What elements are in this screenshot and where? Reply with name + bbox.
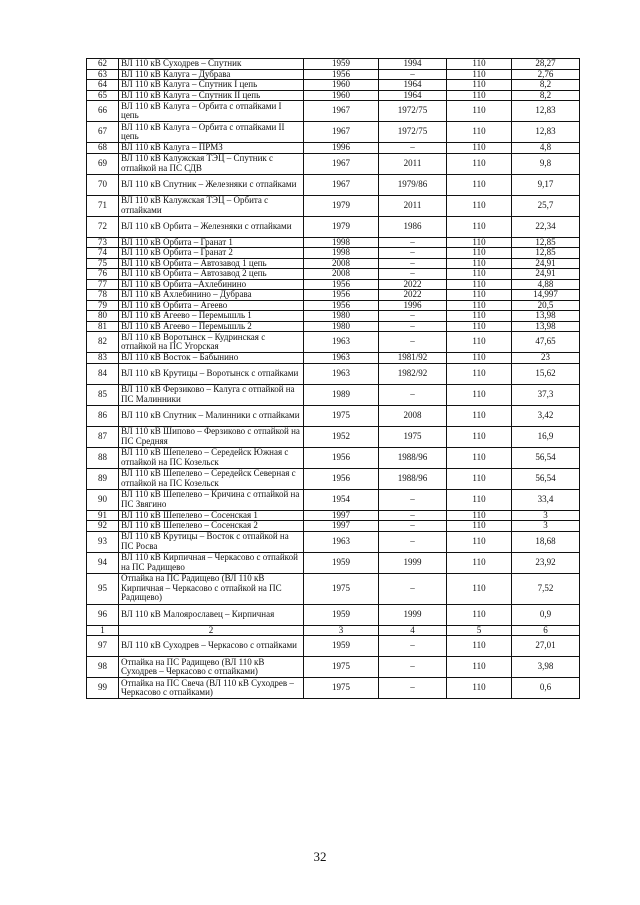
- reconstruction-year-cell: 1981/92: [379, 353, 447, 364]
- line-name-cell: ВЛ 110 кВ Восток – Бабынино: [119, 353, 304, 364]
- line-name-cell: ВЛ 110 кВ Ахлебинино – Дубрава: [119, 290, 304, 301]
- table-row: [87, 573, 580, 604]
- line-name-cell: ВЛ 110 кВ Орбита – Железняки с отпайками: [119, 216, 304, 237]
- length-cell: 56,54: [512, 468, 580, 489]
- line-name-cell: 2: [119, 625, 304, 636]
- commission-year-cell: 1975: [304, 657, 379, 678]
- commission-year-cell: 1959: [304, 604, 379, 625]
- voltage-cell: 110: [447, 405, 512, 426]
- line-name-cell: ВЛ 110 кВ Агеево – Перемышль 2: [119, 321, 304, 332]
- reconstruction-year-cell: –: [379, 248, 447, 259]
- table-row: [87, 195, 580, 216]
- voltage-cell: 110: [447, 153, 512, 174]
- table-row: [87, 290, 580, 301]
- table-row: [87, 384, 580, 405]
- reconstruction-year-cell: –: [379, 269, 447, 280]
- commission-year-cell: 2008: [304, 269, 379, 280]
- row-number-cell: 96: [87, 604, 119, 625]
- commission-year-cell: 1997: [304, 510, 379, 521]
- table-row: [87, 363, 580, 384]
- table-row: [87, 521, 580, 532]
- length-cell: 4,8: [512, 143, 580, 154]
- voltage-cell: 110: [447, 510, 512, 521]
- commission-year-cell: 1952: [304, 426, 379, 447]
- commission-year-cell: 1979: [304, 195, 379, 216]
- column-number-row: [87, 625, 580, 636]
- voltage-cell: 110: [447, 122, 512, 143]
- length-cell: 25,7: [512, 195, 580, 216]
- length-cell: 12,85: [512, 237, 580, 248]
- reconstruction-year-cell: 1994: [379, 59, 447, 70]
- line-name-cell: ВЛ 110 кВ Орбита – Гранат 1: [119, 237, 304, 248]
- row-number-cell: 63: [87, 69, 119, 80]
- voltage-cell: 110: [447, 332, 512, 353]
- line-name-cell: ВЛ 110 кВ Шепелево – Сосенская 2: [119, 521, 304, 532]
- length-cell: 3: [512, 521, 580, 532]
- row-number-cell: 90: [87, 489, 119, 510]
- reconstruction-year-cell: –: [379, 332, 447, 353]
- row-number-cell: 82: [87, 332, 119, 353]
- reconstruction-year-cell: 2022: [379, 290, 447, 301]
- reconstruction-year-cell: –: [379, 678, 447, 699]
- table-row: [87, 332, 580, 353]
- line-name-cell: ВЛ 110 кВ Спутник – Малинники с отпайками: [119, 405, 304, 426]
- length-cell: 28,27: [512, 59, 580, 70]
- table-row: [87, 489, 580, 510]
- row-number-cell: 76: [87, 269, 119, 280]
- row-number-cell: 84: [87, 363, 119, 384]
- length-cell: 24,91: [512, 258, 580, 269]
- reconstruction-year-cell: 2022: [379, 279, 447, 290]
- table-row: [87, 69, 580, 80]
- table-row: [87, 248, 580, 259]
- table-row: [87, 153, 580, 174]
- voltage-cell: 110: [447, 657, 512, 678]
- line-name-cell: ВЛ 110 кВ Калуга – Дубрава: [119, 69, 304, 80]
- row-number-cell: 98: [87, 657, 119, 678]
- voltage-cell: 110: [447, 489, 512, 510]
- reconstruction-year-cell: –: [379, 521, 447, 532]
- voltage-cell: 110: [447, 80, 512, 91]
- voltage-cell: 110: [447, 384, 512, 405]
- line-name-cell: Отпайка на ПС Радищево (ВЛ 110 кВ Кирпичная – Черкасово с отпайкой на ПС Радищево): [119, 573, 304, 604]
- table-row: [87, 353, 580, 364]
- voltage-cell: 110: [447, 552, 512, 573]
- row-number-cell: 95: [87, 573, 119, 604]
- reconstruction-year-cell: –: [379, 636, 447, 657]
- commission-year-cell: 1979: [304, 216, 379, 237]
- reconstruction-year-cell: 1999: [379, 604, 447, 625]
- reconstruction-year-cell: 2011: [379, 153, 447, 174]
- row-number-cell: 62: [87, 59, 119, 70]
- row-number-cell: 65: [87, 90, 119, 101]
- commission-year-cell: 2008: [304, 258, 379, 269]
- row-number-cell: 73: [87, 237, 119, 248]
- row-number-cell: 87: [87, 426, 119, 447]
- length-cell: 47,65: [512, 332, 580, 353]
- voltage-cell: 110: [447, 195, 512, 216]
- reconstruction-year-cell: –: [379, 311, 447, 322]
- length-cell: 13,98: [512, 311, 580, 322]
- length-cell: 0,9: [512, 604, 580, 625]
- reconstruction-year-cell: –: [379, 69, 447, 80]
- voltage-cell: 110: [447, 59, 512, 70]
- voltage-cell: 110: [447, 269, 512, 280]
- commission-year-cell: 1960: [304, 90, 379, 101]
- voltage-cell: 110: [447, 216, 512, 237]
- row-number-cell: 75: [87, 258, 119, 269]
- table-row: [87, 636, 580, 657]
- table-row: [87, 657, 580, 678]
- table-row: [87, 174, 580, 195]
- table-row: [87, 447, 580, 468]
- row-number-cell: 93: [87, 531, 119, 552]
- voltage-cell: 110: [447, 353, 512, 364]
- voltage-cell: 110: [447, 300, 512, 311]
- line-name-cell: ВЛ 110 кВ Малоярославец – Кирпичная: [119, 604, 304, 625]
- commission-year-cell: 1959: [304, 552, 379, 573]
- reconstruction-year-cell: 1988/96: [379, 447, 447, 468]
- line-name-cell: ВЛ 110 кВ Шепелево – Кричина с отпайкой на ПС Звягино: [119, 489, 304, 510]
- length-cell: 20,5: [512, 300, 580, 311]
- length-cell: 7,52: [512, 573, 580, 604]
- row-number-cell: 66: [87, 101, 119, 122]
- line-name-cell: ВЛ 110 кВ Калужская ТЭЦ – Спутник с отпайкой на ПС СДВ: [119, 153, 304, 174]
- voltage-cell: 110: [447, 573, 512, 604]
- voltage-cell: 110: [447, 237, 512, 248]
- commission-year-cell: 1967: [304, 174, 379, 195]
- line-name-cell: ВЛ 110 кВ Шепелево – Середейск Северная с отпайкой на ПС Козельск: [119, 468, 304, 489]
- commission-year-cell: 1956: [304, 468, 379, 489]
- voltage-cell: 110: [447, 258, 512, 269]
- row-number-cell: 80: [87, 311, 119, 322]
- reconstruction-year-cell: 1988/96: [379, 468, 447, 489]
- table-row: [87, 468, 580, 489]
- length-cell: 12,83: [512, 101, 580, 122]
- table-row: [87, 426, 580, 447]
- reconstruction-year-cell: 1964: [379, 90, 447, 101]
- row-number-cell: 92: [87, 521, 119, 532]
- commission-year-cell: 1998: [304, 248, 379, 259]
- page-number: 32: [313, 849, 327, 864]
- row-number-cell: 83: [87, 353, 119, 364]
- line-name-cell: ВЛ 110 кВ Орбита – Гранат 2: [119, 248, 304, 259]
- reconstruction-year-cell: –: [379, 258, 447, 269]
- row-number-cell: 86: [87, 405, 119, 426]
- commission-year-cell: 3: [304, 625, 379, 636]
- commission-year-cell: 1956: [304, 290, 379, 301]
- row-number-cell: 89: [87, 468, 119, 489]
- voltage-cell: 110: [447, 311, 512, 322]
- line-name-cell: ВЛ 110 кВ Шепелево – Сосенская 1: [119, 510, 304, 521]
- table-row: [87, 258, 580, 269]
- commission-year-cell: 1954: [304, 489, 379, 510]
- voltage-cell: 110: [447, 678, 512, 699]
- reconstruction-year-cell: 1972/75: [379, 101, 447, 122]
- row-number-cell: 94: [87, 552, 119, 573]
- row-number-cell: 79: [87, 300, 119, 311]
- voltage-cell: 110: [447, 447, 512, 468]
- row-number-cell: 64: [87, 80, 119, 91]
- length-cell: 0,6: [512, 678, 580, 699]
- table-row: [87, 300, 580, 311]
- length-cell: 15,62: [512, 363, 580, 384]
- commission-year-cell: 1967: [304, 101, 379, 122]
- line-name-cell: ВЛ 110 кВ Ферзиково – Калуга с отпайкой на ПС Малинники: [119, 384, 304, 405]
- line-name-cell: ВЛ 110 кВ Агеево – Перемышль 1: [119, 311, 304, 322]
- row-number-cell: 72: [87, 216, 119, 237]
- table-row: [87, 216, 580, 237]
- reconstruction-year-cell: 1996: [379, 300, 447, 311]
- document-page: [86, 58, 580, 699]
- line-name-cell: Отпайка на ПС Свеча (ВЛ 110 кВ Суходрев – Черкасово с отпайками): [119, 678, 304, 699]
- line-name-cell: ВЛ 110 кВ Калуга – Спутник I цепь: [119, 80, 304, 91]
- reconstruction-year-cell: –: [379, 657, 447, 678]
- row-number-cell: 71: [87, 195, 119, 216]
- length-cell: 2,76: [512, 69, 580, 80]
- row-number-cell: 69: [87, 153, 119, 174]
- row-number-cell: 68: [87, 143, 119, 154]
- commission-year-cell: 1963: [304, 353, 379, 364]
- line-name-cell: ВЛ 110 кВ Калуга – Орбита с отпайками II цепь: [119, 122, 304, 143]
- length-cell: 4,88: [512, 279, 580, 290]
- voltage-cell: 110: [447, 363, 512, 384]
- row-number-cell: 85: [87, 384, 119, 405]
- row-number-cell: 97: [87, 636, 119, 657]
- length-cell: 8,2: [512, 90, 580, 101]
- length-cell: 6: [512, 625, 580, 636]
- commission-year-cell: 1975: [304, 678, 379, 699]
- reconstruction-year-cell: 1982/92: [379, 363, 447, 384]
- voltage-cell: 110: [447, 468, 512, 489]
- voltage-cell: 110: [447, 279, 512, 290]
- row-number-cell: 74: [87, 248, 119, 259]
- reconstruction-year-cell: –: [379, 573, 447, 604]
- length-cell: 27,01: [512, 636, 580, 657]
- length-cell: 9,8: [512, 153, 580, 174]
- line-name-cell: ВЛ 110 кВ Шипово – Ферзиково с отпайкой на ПС Средняя: [119, 426, 304, 447]
- commission-year-cell: 1963: [304, 332, 379, 353]
- length-cell: 12,83: [512, 122, 580, 143]
- table-row: [87, 279, 580, 290]
- length-cell: 23: [512, 353, 580, 364]
- commission-year-cell: 1996: [304, 143, 379, 154]
- table-row: [87, 678, 580, 699]
- length-cell: 3,98: [512, 657, 580, 678]
- length-cell: 9,17: [512, 174, 580, 195]
- table-body: [87, 59, 580, 699]
- commission-year-cell: 1975: [304, 405, 379, 426]
- line-name-cell: ВЛ 110 кВ Орбита – Агеево: [119, 300, 304, 311]
- reconstruction-year-cell: 1999: [379, 552, 447, 573]
- commission-year-cell: 1963: [304, 531, 379, 552]
- commission-year-cell: 1956: [304, 300, 379, 311]
- table-row: [87, 321, 580, 332]
- commission-year-cell: 1956: [304, 447, 379, 468]
- reconstruction-year-cell: –: [379, 321, 447, 332]
- length-cell: 16,9: [512, 426, 580, 447]
- table-row: [87, 59, 580, 70]
- commission-year-cell: 1959: [304, 636, 379, 657]
- table-row: [87, 269, 580, 280]
- line-name-cell: Отпайка на ПС Радищево (ВЛ 110 кВ Суходрев – Черкасово с отпайками): [119, 657, 304, 678]
- voltage-cell: 110: [447, 143, 512, 154]
- length-cell: 8,2: [512, 80, 580, 91]
- length-cell: 18,68: [512, 531, 580, 552]
- reconstruction-year-cell: –: [379, 237, 447, 248]
- line-name-cell: ВЛ 110 кВ Калуга – Орбита с отпайками I цепь: [119, 101, 304, 122]
- row-number-cell: 81: [87, 321, 119, 332]
- voltage-cell: 110: [447, 321, 512, 332]
- line-name-cell: ВЛ 110 кВ Калуга – Спутник II цепь: [119, 90, 304, 101]
- reconstruction-year-cell: 2008: [379, 405, 447, 426]
- line-name-cell: ВЛ 110 кВ Шепелево – Середейск Южная с отпайкой на ПС Козельск: [119, 447, 304, 468]
- row-number-cell: 88: [87, 447, 119, 468]
- commission-year-cell: 1989: [304, 384, 379, 405]
- length-cell: 24,91: [512, 269, 580, 280]
- length-cell: 37,3: [512, 384, 580, 405]
- table-row: [87, 237, 580, 248]
- row-number-cell: 99: [87, 678, 119, 699]
- reconstruction-year-cell: 1979/86: [379, 174, 447, 195]
- line-name-cell: ВЛ 110 кВ Орбита –Ахлебинино: [119, 279, 304, 290]
- table-row: [87, 604, 580, 625]
- commission-year-cell: 1960: [304, 80, 379, 91]
- length-cell: 3: [512, 510, 580, 521]
- commission-year-cell: 1959: [304, 59, 379, 70]
- commission-year-cell: 1967: [304, 122, 379, 143]
- line-name-cell: ВЛ 110 кВ Спутник – Железняки с отпайками: [119, 174, 304, 195]
- line-name-cell: ВЛ 110 кВ Крутицы – Воротынск с отпайками: [119, 363, 304, 384]
- row-number-cell: 77: [87, 279, 119, 290]
- reconstruction-year-cell: 2011: [379, 195, 447, 216]
- voltage-cell: 110: [447, 248, 512, 259]
- table-row: [87, 531, 580, 552]
- line-name-cell: ВЛ 110 кВ Крутицы – Восток с отпайкой на ПС Росва: [119, 531, 304, 552]
- commission-year-cell: 1980: [304, 321, 379, 332]
- commission-year-cell: 1956: [304, 69, 379, 80]
- table-row: [87, 143, 580, 154]
- table-row: [87, 101, 580, 122]
- commission-year-cell: 1997: [304, 521, 379, 532]
- reconstruction-year-cell: 4: [379, 625, 447, 636]
- power-lines-table: [86, 58, 580, 699]
- line-name-cell: ВЛ 110 кВ Суходрев – Спутник: [119, 59, 304, 70]
- commission-year-cell: 1963: [304, 363, 379, 384]
- commission-year-cell: 1956: [304, 279, 379, 290]
- length-cell: 13,98: [512, 321, 580, 332]
- length-cell: 56,54: [512, 447, 580, 468]
- voltage-cell: 110: [447, 426, 512, 447]
- table-row: [87, 405, 580, 426]
- table-row: [87, 552, 580, 573]
- line-name-cell: ВЛ 110 кВ Суходрев – Черкасово с отпайками: [119, 636, 304, 657]
- reconstruction-year-cell: 1972/75: [379, 122, 447, 143]
- table-row: [87, 80, 580, 91]
- voltage-cell: 110: [447, 604, 512, 625]
- voltage-cell: 110: [447, 531, 512, 552]
- length-cell: 22,34: [512, 216, 580, 237]
- table-row: [87, 510, 580, 521]
- commission-year-cell: 1980: [304, 311, 379, 322]
- length-cell: 14,997: [512, 290, 580, 301]
- line-name-cell: ВЛ 110 кВ Воротынск – Кудринская с отпайкой на ПС Угорская: [119, 332, 304, 353]
- voltage-cell: 110: [447, 174, 512, 195]
- length-cell: 33,4: [512, 489, 580, 510]
- reconstruction-year-cell: –: [379, 489, 447, 510]
- length-cell: 12,85: [512, 248, 580, 259]
- commission-year-cell: 1998: [304, 237, 379, 248]
- voltage-cell: 110: [447, 521, 512, 532]
- voltage-cell: 110: [447, 290, 512, 301]
- line-name-cell: ВЛ 110 кВ Калужская ТЭЦ – Орбита с отпайками: [119, 195, 304, 216]
- length-cell: 3,42: [512, 405, 580, 426]
- row-number-cell: 1: [87, 625, 119, 636]
- voltage-cell: 110: [447, 90, 512, 101]
- row-number-cell: 70: [87, 174, 119, 195]
- commission-year-cell: 1967: [304, 153, 379, 174]
- reconstruction-year-cell: –: [379, 143, 447, 154]
- table-row: [87, 122, 580, 143]
- table-row: [87, 90, 580, 101]
- voltage-cell: 110: [447, 101, 512, 122]
- reconstruction-year-cell: –: [379, 510, 447, 521]
- voltage-cell: 110: [447, 69, 512, 80]
- row-number-cell: 91: [87, 510, 119, 521]
- reconstruction-year-cell: –: [379, 384, 447, 405]
- row-number-cell: 67: [87, 122, 119, 143]
- line-name-cell: ВЛ 110 кВ Орбита – Автозавод 2 цепь: [119, 269, 304, 280]
- row-number-cell: 78: [87, 290, 119, 301]
- table-row: [87, 311, 580, 322]
- reconstruction-year-cell: –: [379, 531, 447, 552]
- reconstruction-year-cell: 1964: [379, 80, 447, 91]
- length-cell: 23,92: [512, 552, 580, 573]
- line-name-cell: ВЛ 110 кВ Калуга – ПРМЗ: [119, 143, 304, 154]
- voltage-cell: 5: [447, 625, 512, 636]
- line-name-cell: ВЛ 110 кВ Кирпичная – Черкасово с отпайкой на ПС Радищево: [119, 552, 304, 573]
- voltage-cell: 110: [447, 636, 512, 657]
- reconstruction-year-cell: 1975: [379, 426, 447, 447]
- reconstruction-year-cell: 1986: [379, 216, 447, 237]
- line-name-cell: ВЛ 110 кВ Орбита – Автозавод 1 цепь: [119, 258, 304, 269]
- commission-year-cell: 1975: [304, 573, 379, 604]
